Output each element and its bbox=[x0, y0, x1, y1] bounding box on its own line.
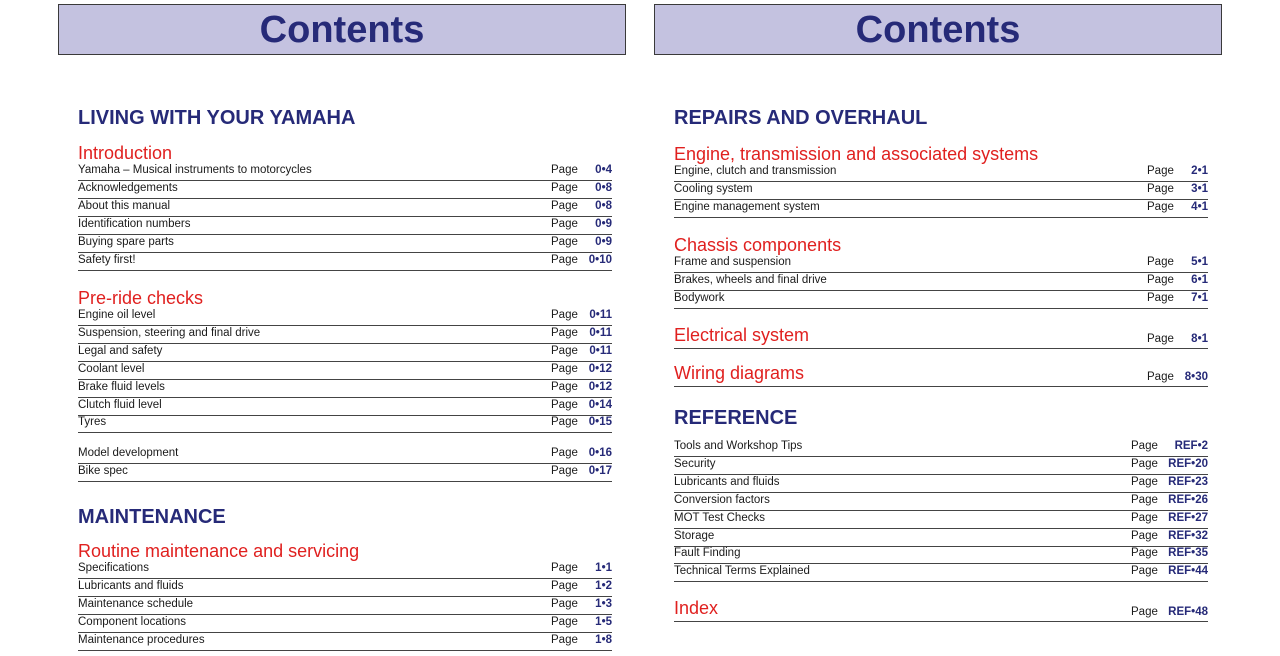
toc-entry-title: Lubricants and fluids bbox=[674, 475, 780, 488]
page-number: 0•15 bbox=[588, 416, 612, 429]
toc-entry[interactable] bbox=[674, 564, 1208, 582]
page-label: Page bbox=[551, 253, 578, 266]
page-label: Page bbox=[551, 562, 578, 574]
page-number: 1•5 bbox=[595, 615, 612, 628]
toc-entry-title: Component locations bbox=[78, 615, 187, 628]
toc-entry[interactable] bbox=[674, 439, 1208, 457]
page-label: Page bbox=[551, 344, 578, 357]
section-routine-maintenance: Routine maintenance and servicing bbox=[78, 541, 360, 561]
page-number: 1•2 bbox=[595, 579, 612, 592]
toc-entry-title: Engine, clutch and transmission bbox=[674, 165, 837, 177]
toc-entry[interactable] bbox=[78, 615, 612, 633]
section-wiring[interactable] bbox=[674, 365, 1208, 387]
toc-entry[interactable] bbox=[674, 457, 1208, 475]
page-number: 5•1 bbox=[1191, 256, 1208, 268]
toc-entry-title: Legal and safety bbox=[78, 344, 163, 357]
toc-entry-title: Specifications bbox=[78, 562, 149, 574]
page-number: 0•9 bbox=[595, 217, 612, 230]
page-number: 0•8 bbox=[595, 181, 612, 194]
page-number: 0•11 bbox=[589, 344, 612, 357]
page-label: Page bbox=[1147, 200, 1174, 213]
heading-repairs: REPAIRS AND OVERHAUL bbox=[674, 107, 928, 129]
page-label: Page bbox=[1147, 165, 1174, 177]
toc-entry[interactable] bbox=[78, 163, 612, 181]
page-number: 0•10 bbox=[588, 253, 612, 266]
toc-entry[interactable] bbox=[674, 164, 1208, 182]
toc-entry[interactable] bbox=[674, 529, 1208, 547]
toc-entry[interactable] bbox=[78, 308, 612, 326]
page-number: REF•2 bbox=[1174, 440, 1208, 452]
page-label: Page bbox=[551, 217, 578, 230]
toc-entry-title: Yamaha – Musical instruments to motorcycles bbox=[78, 164, 312, 176]
page-label: Page bbox=[551, 362, 578, 375]
section-title: Electrical system bbox=[674, 325, 810, 345]
page-number: 0•11 bbox=[589, 309, 612, 321]
toc-entry-title: Lubricants and fluids bbox=[78, 579, 184, 592]
page-label: Page bbox=[551, 579, 578, 592]
right-column bbox=[654, 0, 1222, 618]
section-electrical[interactable] bbox=[674, 327, 1208, 349]
section-chassis: Chassis components bbox=[674, 235, 842, 255]
page-label: Page bbox=[551, 416, 578, 429]
page-number: 1•3 bbox=[595, 597, 612, 610]
toc-entry[interactable] bbox=[78, 398, 612, 416]
toc-entry[interactable] bbox=[674, 255, 1208, 273]
page-number: 0•17 bbox=[588, 464, 612, 477]
toc-entry-title: Fault Finding bbox=[674, 547, 741, 560]
toc-entry-title: Conversion factors bbox=[674, 493, 770, 506]
toc-entry[interactable] bbox=[78, 446, 612, 464]
page-label: Page bbox=[1131, 493, 1158, 506]
page-number: 0•12 bbox=[588, 380, 612, 393]
page-number: REF•35 bbox=[1168, 547, 1208, 560]
page-label: Page bbox=[1131, 475, 1158, 488]
toc-entry[interactable] bbox=[78, 199, 612, 217]
contents-banner-right: Contents bbox=[654, 4, 1222, 55]
page-number: REF•48 bbox=[1168, 606, 1208, 618]
toc-entry[interactable] bbox=[78, 181, 612, 199]
page-label: Page bbox=[1131, 565, 1158, 578]
toc-entry[interactable] bbox=[674, 546, 1208, 564]
toc-entry-title: Brake fluid levels bbox=[78, 380, 165, 393]
page-label: Page bbox=[1131, 529, 1158, 542]
toc-entry-title: Technical Terms Explained bbox=[674, 565, 810, 578]
page-label: Page bbox=[1147, 333, 1174, 345]
toc-entry-title: Suspension, steering and final drive bbox=[78, 326, 261, 339]
contents-banner-left: Contents bbox=[58, 4, 626, 55]
page-label: Page bbox=[1147, 256, 1174, 268]
toc-entry[interactable] bbox=[78, 217, 612, 235]
page-label: Page bbox=[551, 199, 578, 212]
toc-entry-title: Storage bbox=[674, 529, 715, 542]
toc-entry-title: Identification numbers bbox=[78, 217, 191, 230]
page-number: REF•23 bbox=[1168, 475, 1208, 488]
left-column bbox=[58, 0, 626, 646]
page-label: Page bbox=[1147, 273, 1174, 286]
heading-living: LIVING WITH YOUR YAMAHA bbox=[78, 107, 356, 129]
page-number: 0•9 bbox=[595, 235, 612, 248]
page-number: REF•27 bbox=[1168, 511, 1208, 524]
toc-entry[interactable] bbox=[78, 464, 612, 482]
toc-entry-title: Bike spec bbox=[78, 464, 128, 477]
page-number: REF•32 bbox=[1168, 529, 1208, 542]
toc-entry-title: Coolant level bbox=[78, 362, 145, 375]
page-number: 7•1 bbox=[1191, 291, 1208, 304]
section-engine: Engine, transmission and associated systems bbox=[674, 144, 1039, 164]
page-number: 0•11 bbox=[589, 326, 612, 339]
toc-entry[interactable] bbox=[78, 344, 612, 362]
toc-entry[interactable] bbox=[78, 597, 612, 615]
page-number: 0•8 bbox=[595, 199, 612, 212]
page-label: Page bbox=[1131, 511, 1158, 524]
toc-entry[interactable] bbox=[78, 633, 612, 651]
page-label: Page bbox=[551, 309, 578, 321]
toc-entry-title: Maintenance procedures bbox=[78, 633, 205, 646]
toc-entry-title: Tyres bbox=[78, 416, 107, 429]
toc-entry[interactable] bbox=[674, 200, 1208, 218]
toc-entry-title: Tools and Workshop Tips bbox=[674, 440, 803, 452]
page-label: Page bbox=[1147, 182, 1174, 195]
toc-entry-title: Security bbox=[674, 457, 716, 470]
page-number: 0•16 bbox=[588, 447, 612, 459]
page-label: Page bbox=[1131, 606, 1158, 618]
section-title: Index bbox=[674, 598, 719, 618]
toc-entry-title: Maintenance schedule bbox=[78, 597, 194, 610]
page-number: 0•12 bbox=[588, 362, 612, 375]
section-pre-ride-checks: Pre-ride checks bbox=[78, 288, 204, 308]
page-number: 1•1 bbox=[595, 562, 612, 574]
page-label: Page bbox=[551, 464, 578, 477]
toc-entry-title: MOT Test Checks bbox=[674, 511, 765, 524]
toc-entry[interactable] bbox=[78, 326, 612, 344]
toc-entry[interactable] bbox=[78, 380, 612, 398]
toc-entry[interactable] bbox=[674, 493, 1208, 511]
page-number: 8•1 bbox=[1191, 333, 1208, 345]
toc-entry-title: Brakes, wheels and final drive bbox=[674, 273, 827, 286]
toc-entry-title: Frame and suspension bbox=[674, 256, 791, 268]
page-number: REF•20 bbox=[1168, 457, 1208, 470]
toc-entry[interactable] bbox=[674, 273, 1208, 291]
page-label: Page bbox=[551, 447, 578, 459]
page-label: Page bbox=[1147, 371, 1174, 383]
page-number: 4•1 bbox=[1191, 200, 1208, 213]
page-number: 8•30 bbox=[1184, 371, 1208, 383]
toc-entry-title: Buying spare parts bbox=[78, 235, 174, 248]
section-title: Wiring diagrams bbox=[674, 363, 805, 383]
toc-entry[interactable] bbox=[78, 235, 612, 253]
toc-entry[interactable] bbox=[674, 291, 1208, 309]
heading-reference: REFERENCE bbox=[674, 407, 798, 429]
toc-entry-title: Model development bbox=[78, 447, 179, 459]
toc-entry-title: Acknowledgements bbox=[78, 181, 178, 194]
page-label: Page bbox=[1131, 440, 1158, 452]
toc-entry-title: Safety first! bbox=[78, 253, 136, 266]
toc-entry-title: Bodywork bbox=[674, 291, 725, 304]
page-label: Page bbox=[551, 235, 578, 248]
section-index[interactable] bbox=[674, 600, 1208, 622]
page-number: 2•1 bbox=[1191, 165, 1208, 177]
toc-entry-title: Engine management system bbox=[674, 200, 820, 213]
section-introduction: Introduction bbox=[78, 143, 173, 163]
toc-entry-title: Cooling system bbox=[674, 182, 753, 195]
page-label: Page bbox=[551, 615, 578, 628]
toc-entry[interactable] bbox=[78, 561, 612, 579]
toc-entry[interactable] bbox=[674, 182, 1208, 200]
page-number: 0•14 bbox=[588, 398, 612, 411]
page-label: Page bbox=[551, 597, 578, 610]
page-label: Page bbox=[1131, 457, 1158, 470]
page-number: 3•1 bbox=[1191, 182, 1208, 195]
page-label: Page bbox=[551, 164, 578, 176]
toc-entry[interactable] bbox=[674, 511, 1208, 529]
page-number: REF•44 bbox=[1168, 565, 1208, 578]
toc-entry-title: About this manual bbox=[78, 199, 171, 212]
page-label: Page bbox=[551, 398, 578, 411]
page-label: Page bbox=[551, 633, 578, 646]
toc-entry[interactable] bbox=[78, 362, 612, 380]
page-label: Page bbox=[1131, 547, 1158, 560]
page-number: REF•26 bbox=[1168, 493, 1208, 506]
page-number: 1•8 bbox=[595, 633, 612, 646]
page-label: Page bbox=[1147, 291, 1174, 304]
toc-entry[interactable] bbox=[78, 579, 612, 597]
toc-entry[interactable] bbox=[78, 415, 612, 433]
toc-entry[interactable] bbox=[674, 475, 1208, 493]
page-number: 6•1 bbox=[1191, 273, 1208, 286]
page-label: Page bbox=[551, 326, 578, 339]
toc-entry-title: Clutch fluid level bbox=[78, 398, 162, 411]
toc-entry[interactable] bbox=[78, 253, 612, 271]
heading-maintenance: MAINTENANCE bbox=[78, 506, 226, 528]
toc-entry-title: Engine oil level bbox=[78, 309, 156, 321]
page-number: 0•4 bbox=[595, 164, 612, 176]
page-label: Page bbox=[551, 181, 578, 194]
page-label: Page bbox=[551, 380, 578, 393]
